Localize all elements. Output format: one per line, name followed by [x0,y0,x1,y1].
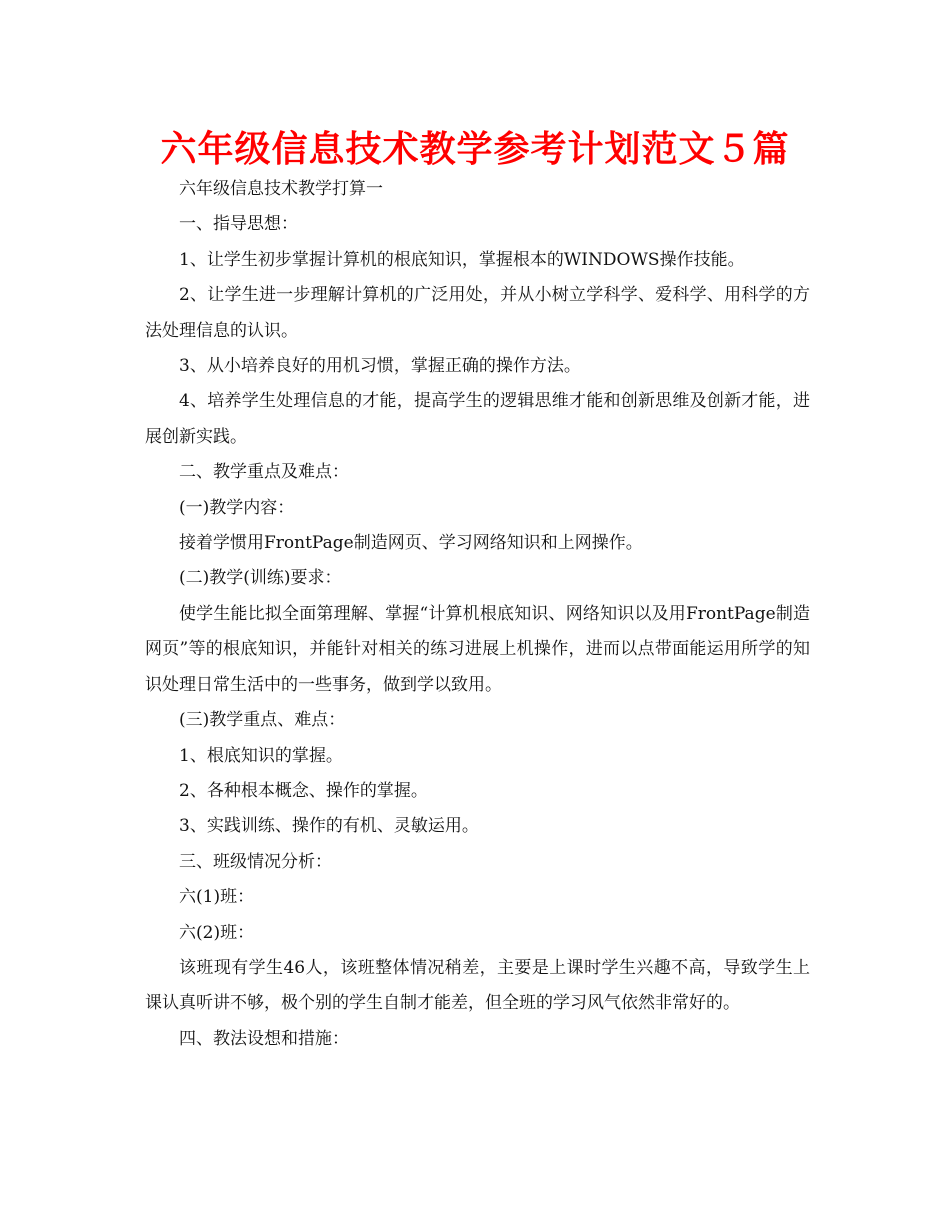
subsection-heading: (二)教学(训练)要求： [179,568,342,589]
paragraph: 该班现有学生46人，该班整体情况稍差，主要是上课时学生兴趣不高，导致学生上课认真听讲不够，极个别的学生自制才能差，但全班的学习风气依然非常好的。 [145,957,810,1014]
paragraph: 2、让学生进一步理解计算机的广泛用处，并从小树立学科学、爱科学、用科学的方法处理信息的认识。 [145,285,810,341]
paragraph: 3、从小培养良好的用机习惯，掌握正确的操作方法。 [179,356,581,377]
paragraph: 1、根底知识的掌握。 [179,745,343,766]
paragraph: 2、各种根本概念、操作的掌握。 [179,780,428,801]
subsection-heading: (一)教学内容： [179,497,295,518]
paragraph: 3、实践训练、操作的有机、灵敏运用。 [179,816,479,837]
paragraph: 接着学惯用FrontPage制造网页、学习网络知识和上网操作。 [179,533,643,554]
paragraph: 1、让学生初步掌握计算机的根底知识，掌握根本的WINDOWS操作技能。 [179,249,745,270]
paragraph: 六(1)班： [179,887,255,908]
document-title: 六年级信息技术教学参考计划范文５篇 [160,129,790,170]
paragraph: 六(2)班： [179,922,255,943]
section-heading: 三、班级情况分析： [179,851,332,872]
document-body [145,172,810,1057]
section-heading: 二、教学重点及难点： [179,462,349,483]
subsection-heading: (三)教学重点、难点： [179,710,346,731]
paragraph: 六年级信息技术教学打算一 [179,179,383,199]
paragraph: 使学生能比拟全面第理解、掌握“计算机根底知识、网络知识以及用FrontPage制造网页”等的根底知识，并能针对相关的练习进展上机操作，进而以点带面能运用所学的知识处理日常生活中的一些事务，做到学以致用。 [145,603,810,695]
section-heading: 四、教法设想和措施： [179,1028,349,1049]
section-heading: 一、指导思想： [179,214,298,235]
paragraph: 4、培养学生处理信息的才能，提高学生的逻辑思维才能和创新思维及创新才能，进展创新实践。 [145,391,810,447]
